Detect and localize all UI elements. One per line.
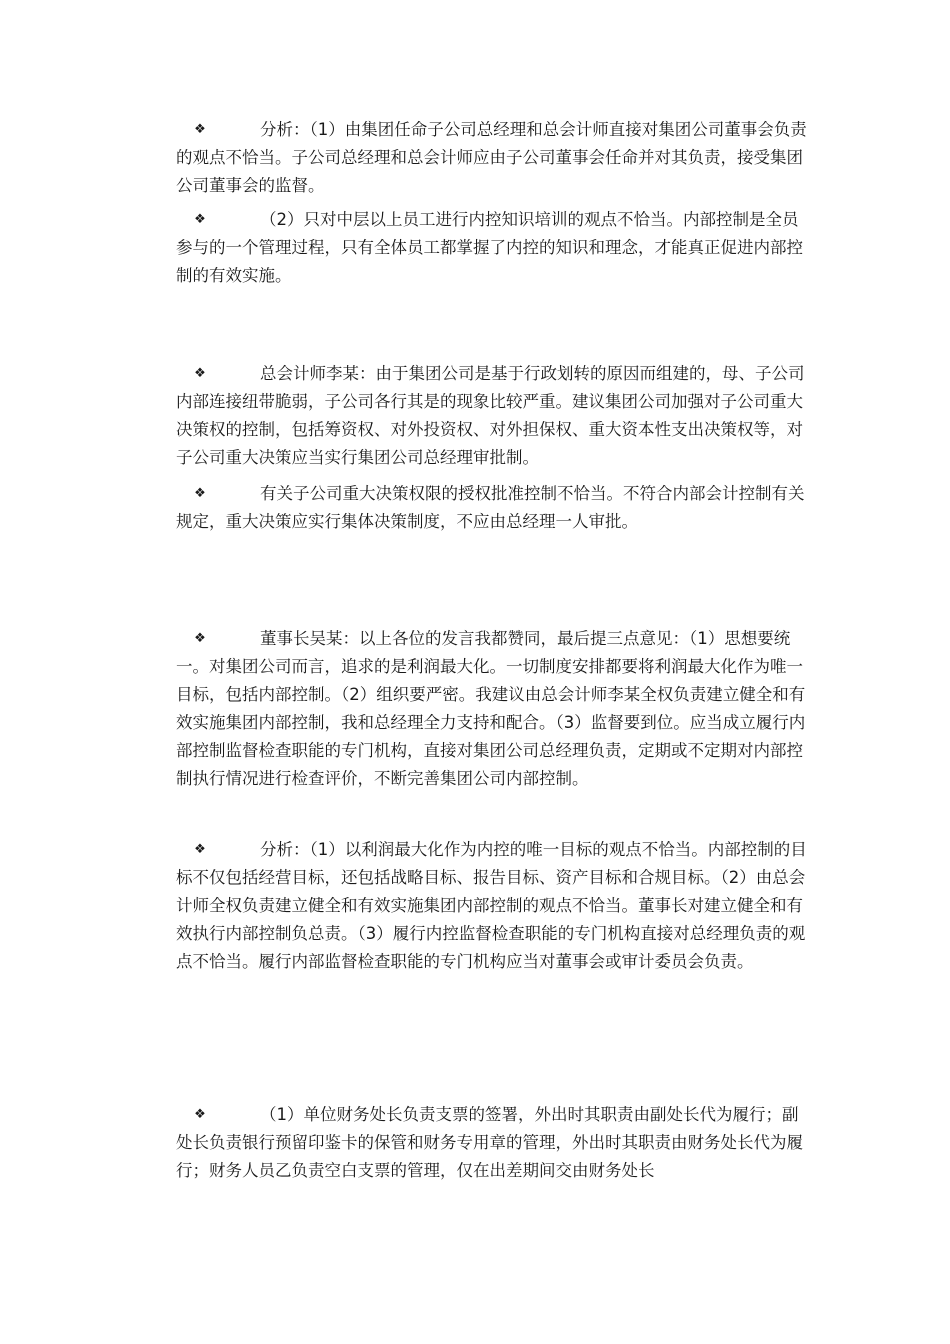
diamond-bullet-icon: ❖ (194, 631, 206, 646)
paragraph-check-management: （1）单位财务处长负责支票的签署，外出时其职责由副处长代为履行；副处长负责银行预留印鉴卡的保管和财务专用章的管理，外出时其职责由财务处长代为履行；财务人员乙负责空白支票的管理，仅在出差期间交由财务处长 (176, 1105, 803, 1180)
diamond-bullet-icon: ❖ (194, 842, 206, 857)
diamond-bullet-icon: ❖ (194, 122, 206, 137)
diamond-bullet-icon: ❖ (194, 486, 206, 501)
diamond-bullet-icon: ❖ (194, 366, 206, 381)
paragraph-analysis-1: 分析：（1）由集团任命子公司总经理和总会计师直接对集团公司董事会负责的观点不恰当。子公司总经理和总会计师应由子公司董事会任命并对其负责，接受集团公司董事会的监督。 (176, 120, 807, 195)
diamond-bullet-icon: ❖ (194, 212, 206, 227)
paragraph-analysis-2: （2）只对中层以上员工进行内控知识培训的观点不恰当。内部控制是全员参与的一个管理过程，只有全体员工都掌握了内控的知识和理念，才能真正促进内部控制的有效实施。 (176, 210, 803, 285)
paragraph-chairman-analysis: 分析：（1）以利润最大化作为内控的唯一目标的观点不恰当。内部控制的目标不仅包括经营目标，还包括战略目标、报告目标、资产目标和合规目标。（2）由总会计师全权负责建立健全和有效实施集团内部控制的观点不恰当。董事长对建立健全和有效执行内部控制负总责。（3）履行内控监督检查职能的专门机构直接对总经理负责的观点不恰当。履行内部监督检查职能的专门机构应当对董事会或审计委员会负责。 (176, 840, 807, 971)
diamond-bullet-icon: ❖ (194, 1107, 206, 1122)
paragraph-chief-accountant: 总会计师李某：由于集团公司是基于行政划转的原因而组建的，母、子公司内部连接纽带脆弱，子公司各行其是的现象比较严重。建议集团公司加强对子公司重大决策权的控制，包括筹资权、对外投资权、对外担保权、重大资本性支出决策权等，对子公司重大决策应当实行集团公司总经理审批制。 (176, 364, 805, 467)
paragraph-authorization-analysis: 有关子公司重大决策权限的授权批准控制不恰当。不符合内部会计控制有关规定，重大决策应实行集体决策制度，不应由总经理一人审批。 (176, 484, 805, 531)
paragraph-chairman: 董事长吴某：以上各位的发言我都赞同，最后提三点意见：（1）思想要统一。对集团公司而言，追求的是利润最大化。一切制度安排都要将利润最大化作为唯一目标，包括内部控制。（2）组织要严密。我建议由总会计师李某全权负责建立健全和有效实施集团内部控制，我和总经理全力支持和配合。（3）监督要到位。应当成立履行内部控制监督检查职能的专门机构，直接对集团公司总经理负责，定期或不定期对内部控制执行情况进行检查评价，不断完善集团公司内部控制。 (176, 629, 806, 788)
